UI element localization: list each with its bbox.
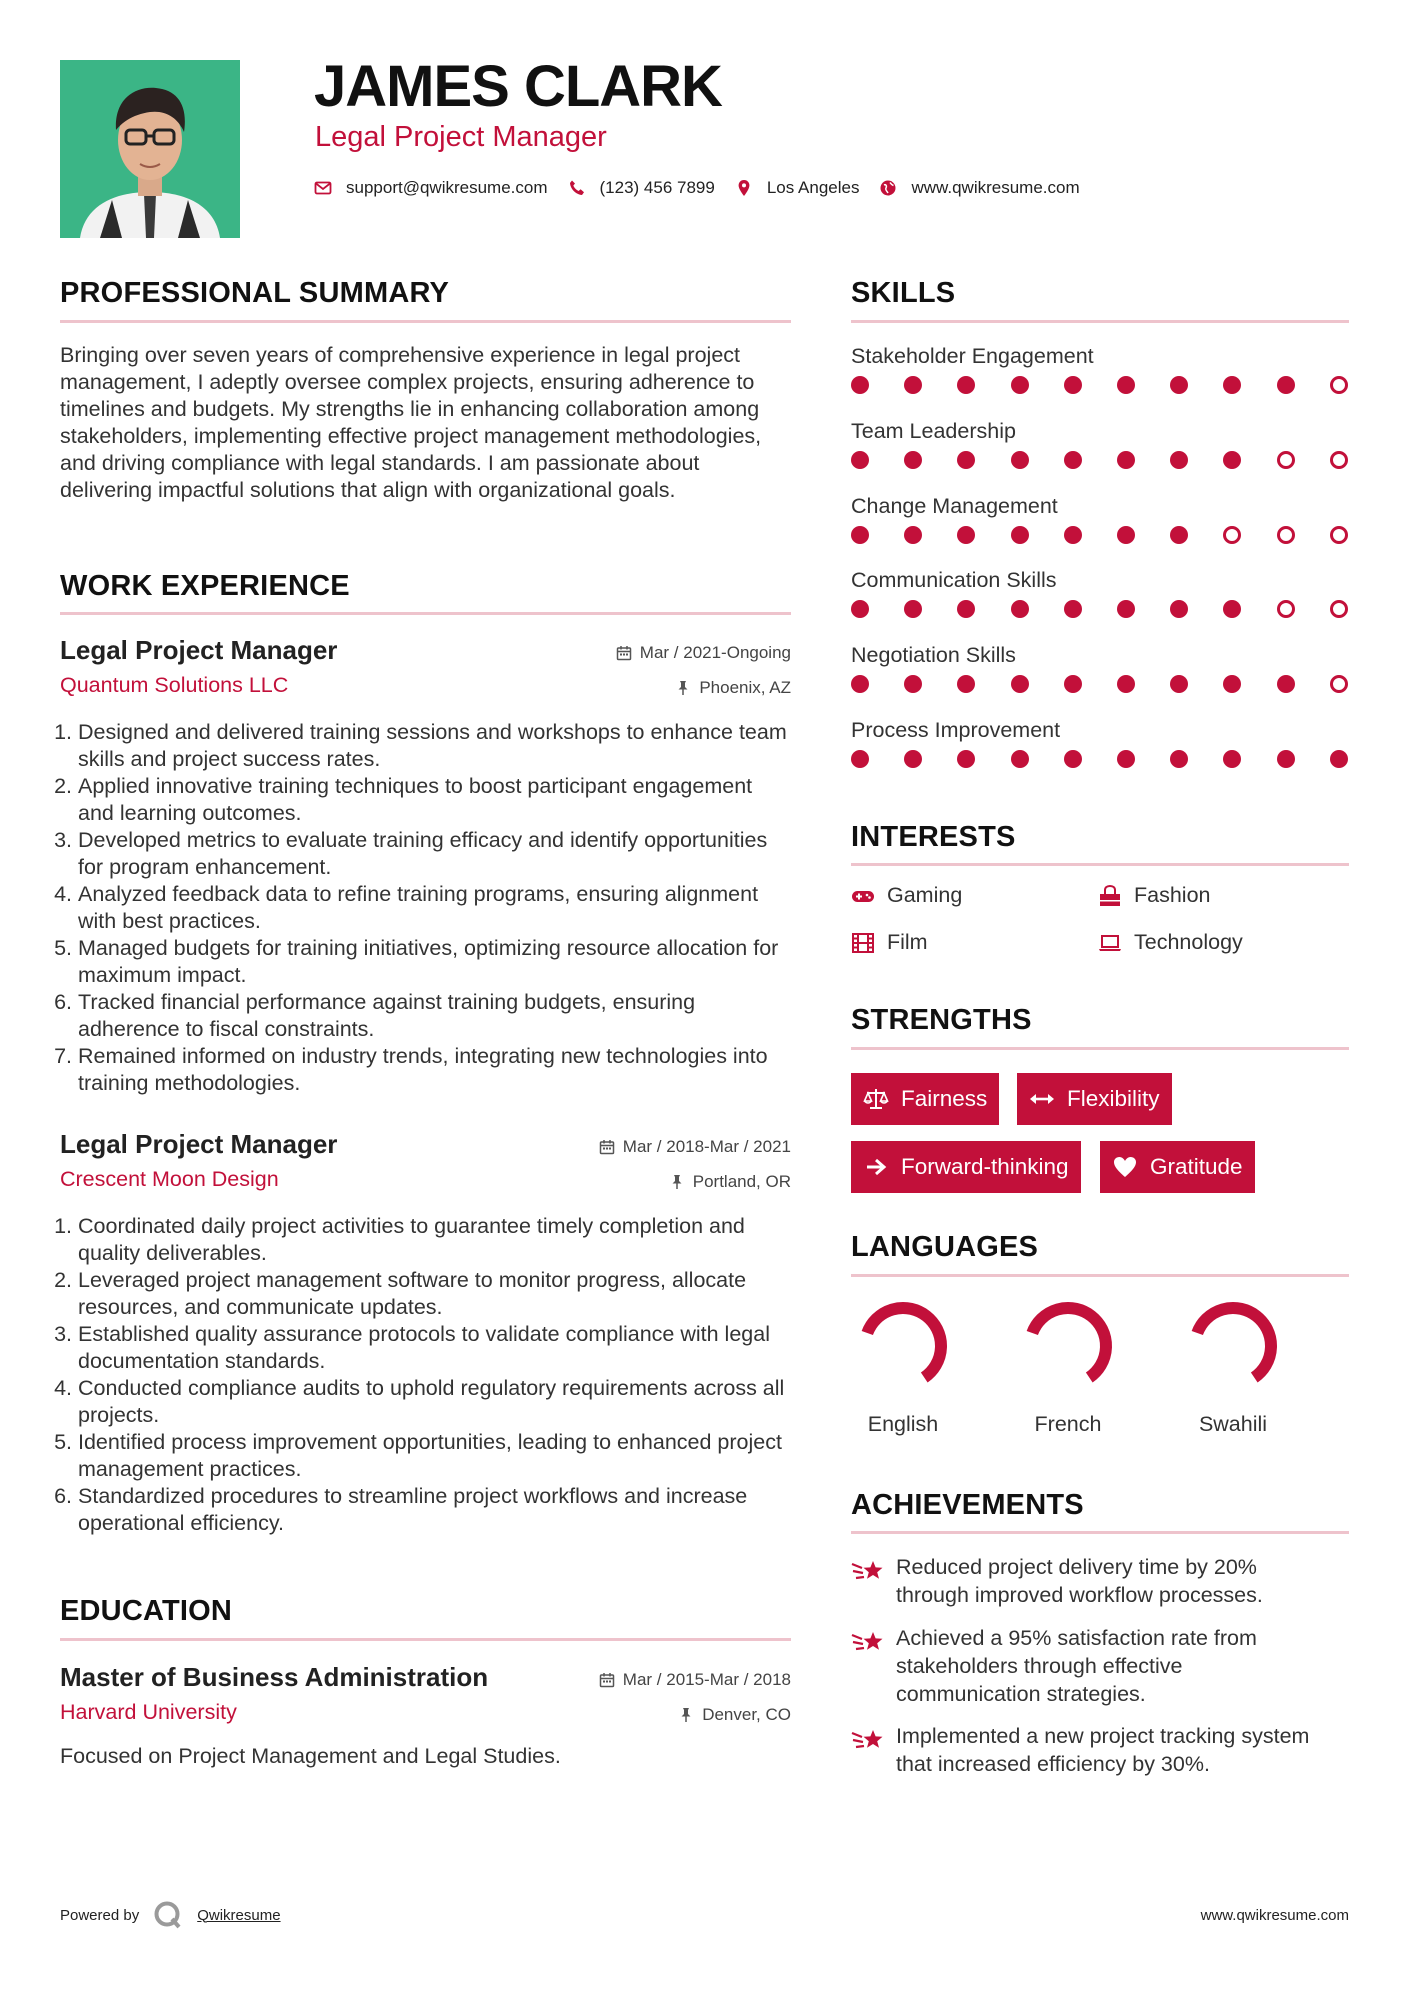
skill-dot-filled	[1170, 750, 1188, 768]
skill-label: Team Leadership	[851, 419, 1016, 443]
interests-heading: INTERESTS	[851, 821, 1016, 853]
job-bullet: 4. Conducted compliance audits to uphold regulatory requirements across all projects.	[78, 1375, 791, 1429]
summary-heading: PROFESSIONAL SUMMARY	[60, 277, 450, 309]
skill-dot-filled	[1223, 600, 1241, 618]
skill-dot-filled	[1277, 376, 1295, 394]
language-gauge-arc	[1032, 1308, 1106, 1378]
education-school: Harvard University	[60, 1700, 237, 1724]
job-bullet: 5. Managed budgets for training initiatives, optimizing resource allocation for maximum impact.	[78, 935, 791, 989]
brand-link[interactable]: Qwikresume	[197, 1906, 281, 1924]
skill-dot-empty	[1330, 376, 1348, 394]
interest-item	[851, 883, 962, 908]
skill-dot-filled	[904, 451, 922, 469]
skill-item	[851, 496, 1349, 518]
education-entry	[60, 1664, 791, 1774]
skill-dot-empty	[1330, 600, 1348, 618]
language-label: English	[867, 1412, 939, 1436]
achievements-heading: ACHIEVEMENTS	[851, 1489, 1084, 1521]
skill-dot-filled	[1117, 600, 1135, 618]
skill-dot-empty	[1330, 526, 1348, 544]
arrows-horizontal-icon	[1029, 1086, 1055, 1112]
achievement-item	[851, 1722, 1331, 1778]
language-gauge-arc	[1197, 1308, 1271, 1378]
contact-location	[735, 178, 860, 198]
achievement-text: Implemented a new project tracking system that increased efficiency by 30%.	[896, 1724, 1310, 1776]
footer-website[interactable]: www.qwikresume.com	[1200, 1907, 1349, 1924]
achievements-divider	[851, 1531, 1349, 1534]
skill-dot-filled	[851, 600, 869, 618]
skill-dot-filled	[1064, 675, 1082, 693]
skill-dot-empty	[1277, 451, 1295, 469]
skill-dot-filled	[1170, 451, 1188, 469]
skill-dot-empty	[1223, 526, 1241, 544]
skill-item	[851, 346, 1349, 368]
skill-dot-filled	[851, 675, 869, 693]
skill-dot-filled	[1064, 526, 1082, 544]
calendar-icon	[616, 645, 632, 661]
skill-dot-filled	[1011, 451, 1029, 469]
strength-label: Fairness	[901, 1086, 988, 1111]
education-degree: Master of Business Administration	[60, 1662, 489, 1692]
job-bullet: 4. Analyzed feedback data to refine training programs, ensuring alignment with best practices.	[78, 881, 791, 935]
contact-email[interactable]	[314, 178, 548, 198]
skill-dot-filled	[851, 376, 869, 394]
skill-label: Communication Skills	[851, 568, 1057, 592]
shooting-star-icon	[851, 1724, 885, 1754]
phone-icon	[568, 179, 586, 197]
arrow-right-icon	[863, 1154, 889, 1180]
contact-email-text: support@qwikresume.com	[346, 178, 548, 197]
strength-label: Gratitude	[1150, 1154, 1243, 1179]
calendar-icon	[599, 1672, 615, 1688]
language-gauge	[1020, 1298, 1116, 1394]
language-item	[848, 1298, 958, 1437]
language-gauge	[1185, 1298, 1281, 1394]
skill-dot-filled	[1170, 376, 1188, 394]
profile-photo	[60, 60, 240, 238]
heart-icon	[1112, 1154, 1138, 1180]
pushpin-icon	[678, 1707, 694, 1723]
map-pin-icon	[735, 179, 753, 197]
language-item	[1013, 1298, 1123, 1437]
skill-item	[851, 720, 1349, 742]
skill-item	[851, 570, 1349, 592]
strength-chip	[851, 1141, 1081, 1193]
job-location-text: Portland, OR	[692, 1172, 791, 1191]
summary-divider	[60, 320, 791, 323]
shooting-star-icon	[851, 1555, 885, 1585]
job-location	[669, 1172, 791, 1192]
skill-dot-filled	[957, 526, 975, 544]
strength-chip	[851, 1073, 999, 1125]
skill-dot-filled	[1223, 750, 1241, 768]
strength-label: Flexibility	[1067, 1086, 1160, 1111]
experience-divider	[60, 612, 791, 615]
job-location-text: Phoenix, AZ	[699, 678, 791, 697]
skill-dot-filled	[1117, 750, 1135, 768]
language-label: Swahili	[1198, 1412, 1268, 1436]
skill-dot-filled	[1064, 451, 1082, 469]
skill-dot-filled	[1011, 750, 1029, 768]
job-bullet: 6. Tracked financial performance against training budgets, ensuring adherence to fiscal constraints.	[78, 989, 791, 1043]
job-bullets	[60, 1213, 791, 1537]
skill-dot-filled	[1223, 451, 1241, 469]
strengths-heading: STRENGTHS	[851, 1004, 1032, 1036]
contact-phone-text: (123) 456 7899	[599, 178, 715, 197]
job-title: Legal Project Manager	[60, 635, 338, 665]
skill-dot-filled	[1170, 600, 1188, 618]
job-bullet: 3. Established quality assurance protocols to validate compliance with legal documentation standards.	[78, 1321, 791, 1375]
skill-rating	[851, 451, 1349, 471]
skill-dot-filled	[1011, 376, 1029, 394]
skill-dot-filled	[1117, 376, 1135, 394]
skill-dot-filled	[1277, 675, 1295, 693]
skill-dot-filled	[904, 376, 922, 394]
language-gauge-arc	[867, 1308, 941, 1378]
skill-dot-filled	[1277, 750, 1295, 768]
job-bullet: 2. Leveraged project management software to monitor progress, allocate resources, and communicate updates.	[78, 1267, 791, 1321]
languages-heading: LANGUAGES	[851, 1231, 1039, 1263]
film-icon	[851, 931, 875, 955]
skill-dot-filled	[1011, 675, 1029, 693]
shopping-bag-icon	[1098, 884, 1122, 908]
contact-website[interactable]	[879, 178, 1079, 198]
skill-rating	[851, 675, 1349, 695]
skill-dot-filled	[904, 600, 922, 618]
summary-text: Bringing over seven years of comprehensive experience in legal project management, I adeptly oversee complex projects, ensuring adherence to timelines and budgets. My strengths lie in enhancing collaboration among stakeholders, implementing effective project management methodologies, and driving compliance with legal standards. I am passionate about delivering impactful solutions that align with organizational goals.	[60, 343, 762, 502]
skill-dot-filled	[957, 376, 975, 394]
skill-dot-empty	[1330, 451, 1348, 469]
skill-dot-filled	[957, 750, 975, 768]
interest-label: Gaming	[887, 883, 963, 907]
skill-dot-filled	[1117, 526, 1135, 544]
balance-scale-icon	[863, 1086, 889, 1112]
job-bullet: 1. Coordinated daily project activities to guarantee timely completion and quality deliverables.	[78, 1213, 791, 1267]
calendar-icon	[599, 1139, 615, 1155]
job-bullets	[60, 719, 791, 1097]
skill-dot-filled	[904, 750, 922, 768]
job-entry	[60, 637, 791, 1097]
education-location-text: Denver, CO	[702, 1705, 791, 1724]
language-item	[1178, 1298, 1288, 1437]
job-date	[599, 1137, 791, 1157]
interests-divider	[851, 863, 1349, 866]
footer-powered-by	[60, 1900, 281, 1930]
skill-dot-filled	[904, 675, 922, 693]
shooting-star-icon	[851, 1626, 885, 1656]
contact-bar	[314, 178, 1100, 198]
candidate-role: Legal Project Manager	[315, 121, 607, 153]
globe-icon	[879, 179, 897, 197]
job-date-text: Mar / 2018-Mar / 2021	[622, 1137, 791, 1156]
skill-dot-empty	[1277, 526, 1295, 544]
education-heading: EDUCATION	[60, 1595, 233, 1627]
job-bullet: 3. Developed metrics to evaluate training efficacy and identify opportunities for program enhancement.	[78, 827, 791, 881]
job-bullet: 2. Applied innovative training techniques to boost participant engagement and learning outcomes.	[78, 773, 791, 827]
skill-dot-filled	[904, 526, 922, 544]
job-bullet: 7. Remained informed on industry trends, integrating new technologies into training methodologies.	[78, 1043, 791, 1097]
skill-dot-filled	[851, 750, 869, 768]
skills-heading: SKILLS	[851, 277, 956, 309]
skills-divider	[851, 320, 1349, 323]
skill-dot-filled	[1330, 750, 1348, 768]
language-gauge	[855, 1298, 951, 1394]
skill-dot-filled	[1223, 376, 1241, 394]
skill-dot-filled	[1064, 376, 1082, 394]
strength-chip	[1100, 1141, 1255, 1193]
job-date-text: Mar / 2021-Ongoing	[639, 643, 791, 662]
skill-dot-filled	[851, 526, 869, 544]
interest-item	[851, 930, 928, 955]
skill-dot-filled	[1117, 675, 1135, 693]
pushpin-icon	[675, 680, 691, 696]
contact-website-text: www.qwikresume.com	[911, 178, 1080, 197]
skill-dot-filled	[957, 600, 975, 618]
interest-label: Fashion	[1134, 883, 1211, 907]
skill-label: Process Improvement	[851, 718, 1061, 742]
skill-rating	[851, 750, 1349, 770]
pushpin-icon	[669, 1174, 685, 1190]
skill-item	[851, 645, 1349, 667]
achievement-text: Reduced project delivery time by 20% through improved workflow processes.	[896, 1555, 1263, 1607]
skill-label: Stakeholder Engagement	[851, 344, 1094, 368]
strength-label: Forward-thinking	[901, 1154, 1069, 1179]
job-date	[616, 643, 791, 663]
skill-label: Negotiation Skills	[851, 643, 1016, 667]
skill-rating	[851, 526, 1349, 546]
job-title: Legal Project Manager	[60, 1129, 338, 1159]
interest-item	[1098, 883, 1211, 908]
languages-divider	[851, 1274, 1349, 1277]
gamepad-icon	[851, 884, 875, 908]
job-company: Crescent Moon Design	[60, 1167, 279, 1191]
envelope-icon	[314, 179, 332, 197]
contact-phone[interactable]	[568, 178, 715, 198]
education-date	[599, 1670, 791, 1690]
qwikresume-logo-icon	[153, 1900, 183, 1930]
candidate-name: JAMES CLARK	[314, 54, 722, 119]
language-label: French	[1034, 1412, 1102, 1436]
job-bullet: 1. Designed and delivered training sessions and workshops to enhance team skills and project success rates.	[78, 719, 791, 773]
job-bullet: 5. Identified process improvement opportunities, leading to enhanced project management practices.	[78, 1429, 791, 1483]
skill-dot-filled	[957, 675, 975, 693]
interest-label: Film	[887, 930, 928, 954]
skill-label: Change Management	[851, 494, 1058, 518]
skill-rating	[851, 600, 1349, 620]
job-location	[675, 678, 791, 698]
experience-heading: WORK EXPERIENCE	[60, 570, 350, 602]
education-location	[678, 1705, 791, 1725]
education-description: Focused on Project Management and Legal Studies.	[60, 1744, 561, 1768]
education-divider	[60, 1638, 791, 1641]
skill-item	[851, 421, 1349, 443]
skill-dot-filled	[1170, 675, 1188, 693]
skill-dot-filled	[1117, 451, 1135, 469]
job-company: Quantum Solutions LLC	[60, 673, 289, 697]
portrait-image	[60, 60, 240, 238]
strengths-divider	[851, 1047, 1349, 1050]
achievement-text: Achieved a 95% satisfaction rate from stakeholders through effective communication strategies.	[896, 1626, 1257, 1706]
skill-dot-filled	[851, 451, 869, 469]
achievement-item	[851, 1624, 1331, 1708]
interest-item	[1098, 930, 1243, 955]
skill-dot-empty	[1330, 675, 1348, 693]
strength-chip	[1017, 1073, 1172, 1125]
achievement-item	[851, 1553, 1331, 1609]
job-bullet: 6. Standardized procedures to streamline project workflows and increase operational efficiency.	[78, 1483, 791, 1537]
contact-location-text: Los Angeles	[766, 178, 860, 197]
skill-dot-filled	[1011, 526, 1029, 544]
skill-dot-filled	[1064, 750, 1082, 768]
laptop-icon	[1098, 931, 1122, 955]
interest-label: Technology	[1134, 930, 1243, 954]
skill-dot-filled	[1011, 600, 1029, 618]
skill-dot-filled	[1170, 526, 1188, 544]
skill-dot-filled	[1223, 675, 1241, 693]
skill-dot-filled	[957, 451, 975, 469]
education-date-text: Mar / 2015-Mar / 2018	[622, 1670, 791, 1689]
skill-rating	[851, 376, 1349, 396]
job-entry	[60, 1131, 791, 1551]
skill-dot-empty	[1277, 600, 1295, 618]
skill-dot-filled	[1064, 600, 1082, 618]
powered-by-text: Powered by	[60, 1906, 140, 1924]
